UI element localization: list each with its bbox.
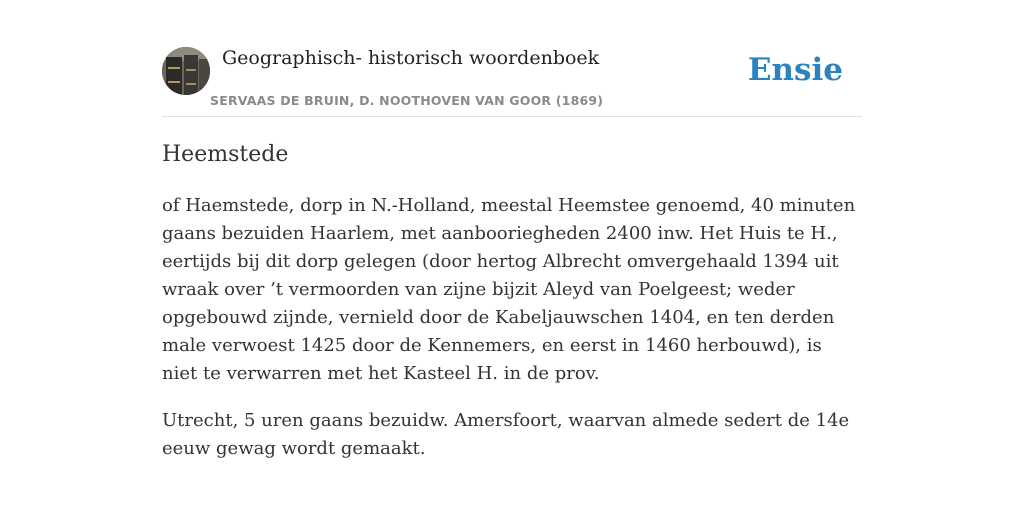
entry-title: Heemstede: [162, 142, 289, 167]
book-cover-icon[interactable]: [162, 47, 210, 95]
ensie-logo-link[interactable]: Ensie: [747, 52, 843, 88]
source-header: [162, 46, 862, 117]
book-title[interactable]: Geographisch- historisch woordenboek: [222, 47, 600, 69]
entry-paragraph: Utrecht, 5 uren gaans bezuidw. Amersfoort, waarvan almede sedert de 14e eeuw gewag wordt gemaakt.: [162, 410, 850, 459]
book-authors: SERVAAS DE BRUIN, D. NOOTHOVEN VAN GOOR (1869): [210, 93, 604, 108]
entry-paragraph: of Haemstede, dorp in N.-Holland, meestal Heemstee genoemd, 40 minuten gaans bezuiden Haarlem, met aanbooriegheden 2400 inw. Het Huis te H., eertijds bij dit dorp gelegen (door hertog Albrecht omvergehaald 1394 uit wraak over ’t vermoorden van zijne bijzit Aleyd van Poelgeest; weder opgebouwd zijnde, vernield door de Kabeljauwschen 1404, en ten derden male verwoest 1425 door de Kennemers, en eerst in 1460 herbouwd), is niet te verwarren met het Kasteel H. in de prov.: [162, 195, 856, 384]
entry-body: [162, 192, 862, 482]
